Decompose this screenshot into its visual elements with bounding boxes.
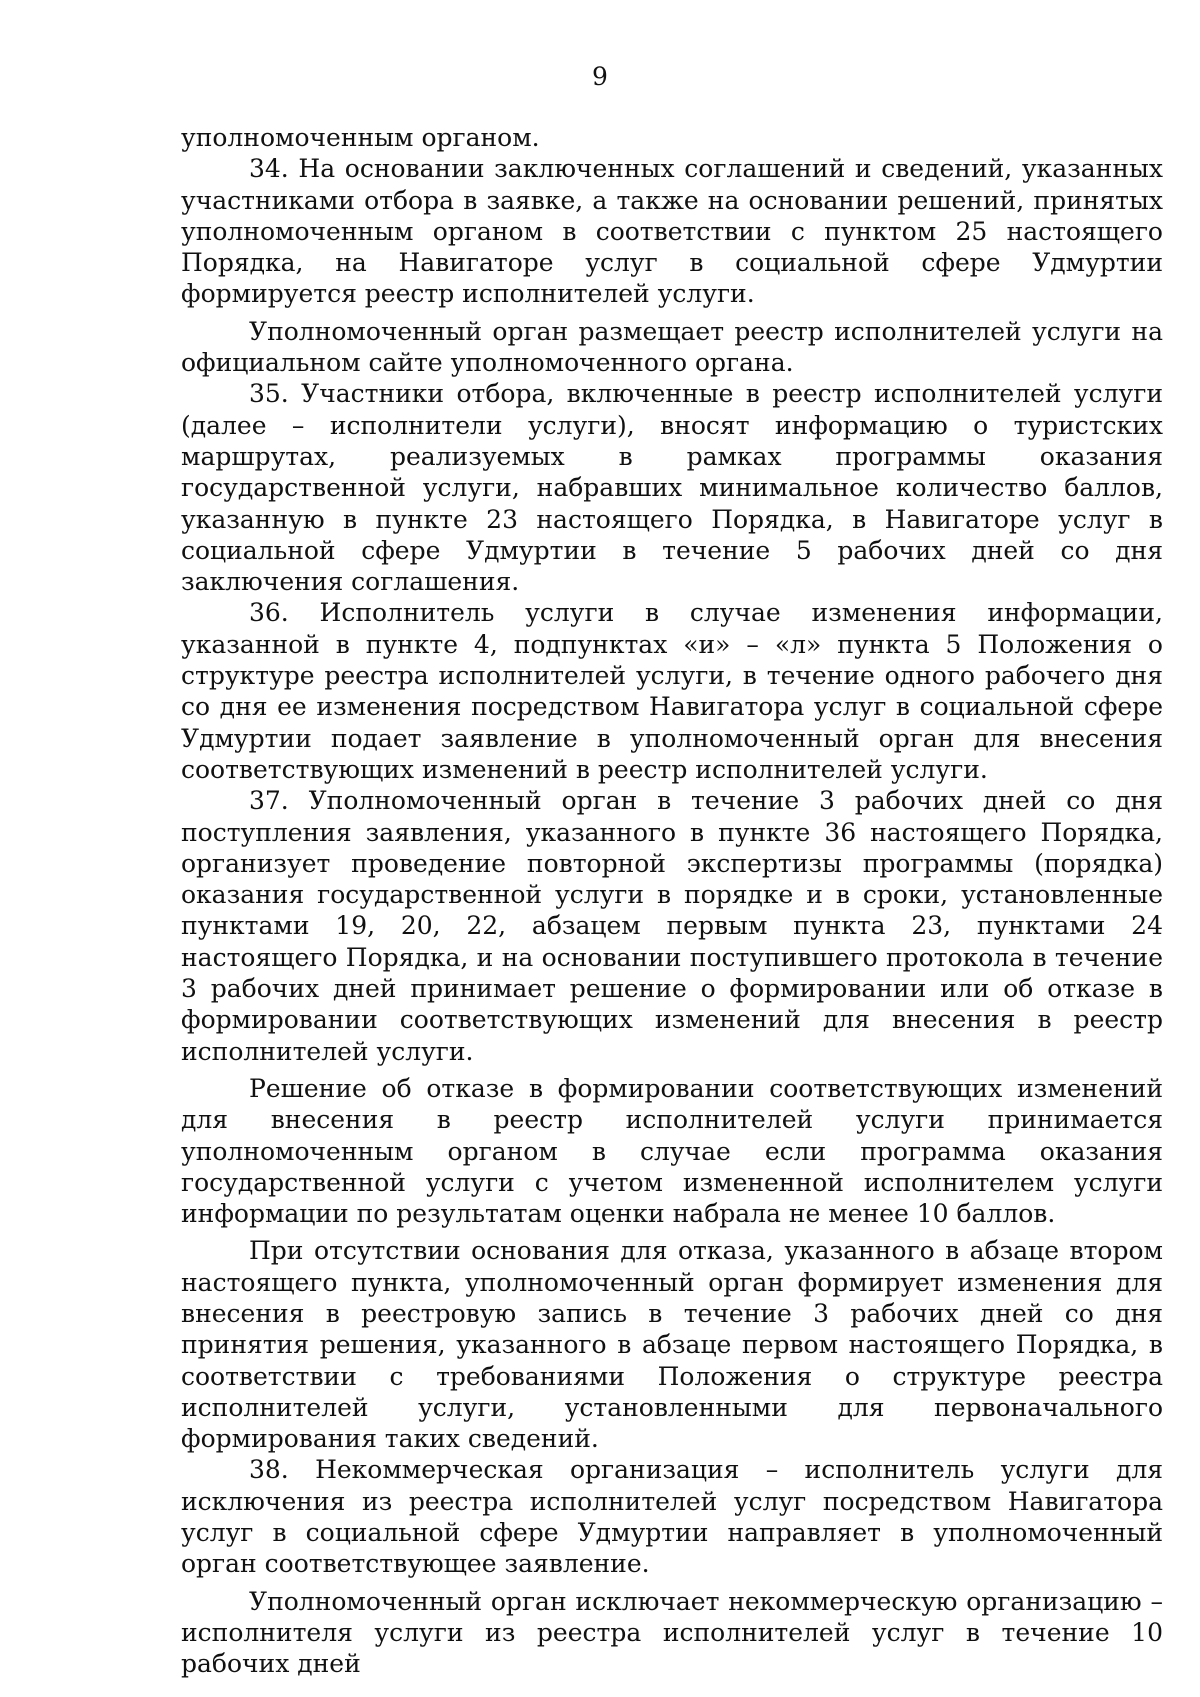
paragraph-item-34-publication: Уполномоченный орган размещает реестр исполнителей услуги на официальном сайте уполномоченного органа. — [181, 316, 1163, 378]
document-body — [181, 122, 1163, 1680]
paragraph-item-37-refusal: Решение об отказе в формировании соответствующих изменений для внесения в реестр исполнителей услуги принимается уполномоченным органом в случае если программа оказания государственной услуги с учетом измененной исполнителем услуги информации по результатам оценки набрала не менее 10 баллов. — [181, 1073, 1163, 1229]
paragraph-item-37-changes: При отсутствии основания для отказа, указанного в абзаце втором настоящего пункта, уполномоченный орган формирует изменения для внесения в реестровую запись в течение 3 рабочих дней со дня принятия решения, указанного в абзаце первом настоящего Порядка, в соответствии с требованиями Положения о структуре реестра исполнителей услуги, установленными для первоначального формирования таких сведений. — [181, 1236, 1163, 1454]
paragraph-continuation: уполномоченным органом. — [181, 123, 540, 152]
page-number: 9 — [592, 62, 608, 91]
paragraph-item-37: 37. Уполномоченный орган в течение 3 рабочих дней со дня поступления заявления, указанного в пункте 36 настоящего Порядка, организует проведение повторной экспертизы программы (порядка) оказания государственной услуги в порядке и в сроки, установленные пунктами 19, 20, 22, абзацем первым пункта 23, пунктами 24 настоящего Порядка, и на основании поступившего протокола в течение 3 рабочих дней принимает решение о формировании или об отказе в формировании соответствующих изменений для внесения в реестр исполнителей услуги. — [181, 786, 1163, 1066]
paragraph-item-35: 35. Участники отбора, включенные в реестр исполнителей услуги (далее – исполнители услуги), вносят информацию о туристских маршрутах, реализуемых в рамках программы оказания государственной услуги, набравших минимальное количество баллов, указанную в пункте 23 настоящего Порядка, в Навигаторе услуг в социальной сфере Удмуртии в течение 5 рабочих дней со дня заключения соглашения. — [181, 379, 1163, 597]
paragraph-item-38-exclusion: Уполномоченный орган исключает некоммерческую организацию – исполнителя услуги из реестра исполнителей услуг в течение 10 рабочих дней — [181, 1586, 1163, 1679]
paragraph-item-38: 38. Некоммерческая организация – исполнитель услуги для исключения из реестра исполнителей услуг посредством Навигатора услуг в социальной сфере Удмуртии направляет в уполномоченный орган соответствующее заявление. — [181, 1455, 1163, 1579]
paragraph-item-36: 36. Исполнитель услуги в случае изменения информации, указанной в пункте 4, подпунктах «и» – «л» пункта 5 Положения о структуре реестра исполнителей услуги, в течение одного рабочего дня со дня ее изменения посредством Навигатора услуг в социальной сфере Удмуртии подает заявление в уполномоченный орган для внесения соответствующих изменений в реестр исполнителей услуги. — [181, 598, 1163, 784]
paragraph-item-34: 34. На основании заключенных соглашений и сведений, указанных участниками отбора в заявке, а также на основании решений, принятых уполномоченным органом в соответствии с пунктом 25 настоящего Порядка, на Навигаторе услуг в социальной сфере Удмуртии формируется реестр исполнителей услуги. — [181, 154, 1163, 309]
